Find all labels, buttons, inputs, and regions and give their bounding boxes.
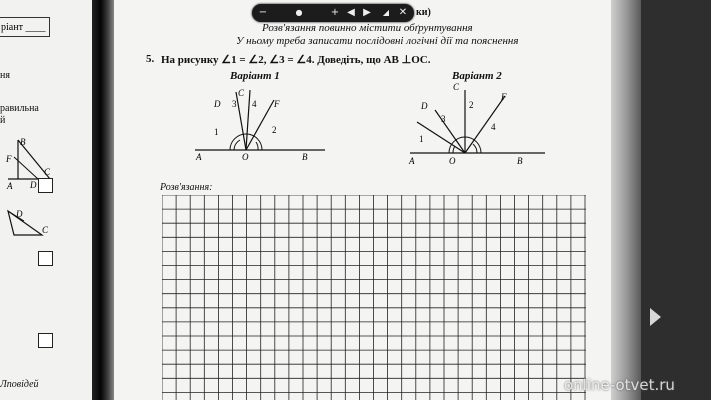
left-letter: C — [42, 225, 49, 235]
point-label: B — [302, 152, 308, 162]
watermark: online-otvet.ru — [564, 376, 675, 394]
answer-checkbox[interactable] — [38, 333, 53, 348]
left-text-fragment: равильна — [0, 103, 39, 114]
left-letter: D — [30, 180, 37, 190]
point-label: C — [238, 88, 245, 98]
left-text-fragment: й — [0, 115, 6, 126]
answer-checkbox[interactable] — [38, 178, 53, 193]
point-label: A — [409, 156, 415, 166]
angle-label: 4 — [491, 122, 496, 132]
solution-label: Розв'язання: — [160, 182, 213, 193]
header-line-1: Розв'язання повинно містити обґрунтування — [262, 22, 473, 34]
left-letter: C — [44, 167, 51, 177]
left-text-fragment: ня — [0, 70, 10, 81]
angle-label: 1 — [419, 134, 424, 144]
angle-label: 2 — [272, 125, 277, 135]
next-page-arrow-icon[interactable] — [650, 308, 661, 326]
left-triangle-figures — [0, 135, 92, 255]
point-label: O — [449, 156, 456, 166]
minus-icon[interactable]: − — [258, 7, 268, 18]
task-text: На рисунку ∠1 = ∠2, ∠3 = ∠4. Доведіть, що AB ⊥OC. — [161, 54, 431, 66]
variant-2-title: Варіант 2 — [452, 70, 502, 82]
left-letter: B — [20, 137, 26, 147]
point-label: D — [421, 101, 428, 111]
answer-checkbox[interactable] — [38, 251, 53, 266]
angle-label: 3 — [441, 114, 446, 124]
progress-dot-icon: ● — [295, 8, 305, 17]
point-label: O — [242, 152, 249, 162]
left-text-fragment: Лповідей — [0, 379, 39, 390]
point-label: F — [274, 99, 280, 109]
angle-label: 4 — [252, 99, 257, 109]
page-edge — [611, 0, 641, 400]
solution-grid[interactable] — [162, 195, 588, 400]
close-icon[interactable]: ✕ — [398, 7, 408, 18]
left-letter: A — [7, 181, 13, 191]
point-label: D — [214, 99, 221, 109]
viewer-side-panel — [641, 0, 711, 400]
angle-label: 2 — [469, 100, 474, 110]
point-label: F — [501, 92, 507, 102]
header-line-2: У ньому треба записати послідовні логічні дії та пояснення — [236, 35, 519, 47]
variant-2-diagram — [405, 80, 550, 170]
left-letter: F — [6, 154, 12, 164]
page-heading-fragment: ки) — [416, 7, 431, 18]
point-label: A — [196, 152, 202, 162]
volume-icon[interactable]: ◢ — [382, 8, 390, 17]
variant-1-diagram — [190, 80, 330, 170]
variant-field[interactable]: ріант ____ — [0, 17, 50, 37]
task-number: 5. — [146, 53, 155, 65]
point-label: B — [517, 156, 523, 166]
angle-label: 3 — [232, 99, 237, 109]
plus-icon[interactable]: + — [330, 7, 340, 18]
point-label: C — [453, 82, 460, 92]
play-icon[interactable]: ▶ — [363, 7, 371, 18]
variant-1-title: Варіант 1 — [230, 70, 280, 82]
angle-label: 1 — [214, 127, 219, 137]
media-player-controls — [252, 4, 414, 22]
book-binding — [92, 0, 114, 400]
previous-page — [0, 0, 92, 400]
previous-icon[interactable]: ◀ — [347, 7, 355, 18]
left-letter: D — [16, 209, 23, 219]
progress-slider[interactable] — [272, 4, 328, 22]
